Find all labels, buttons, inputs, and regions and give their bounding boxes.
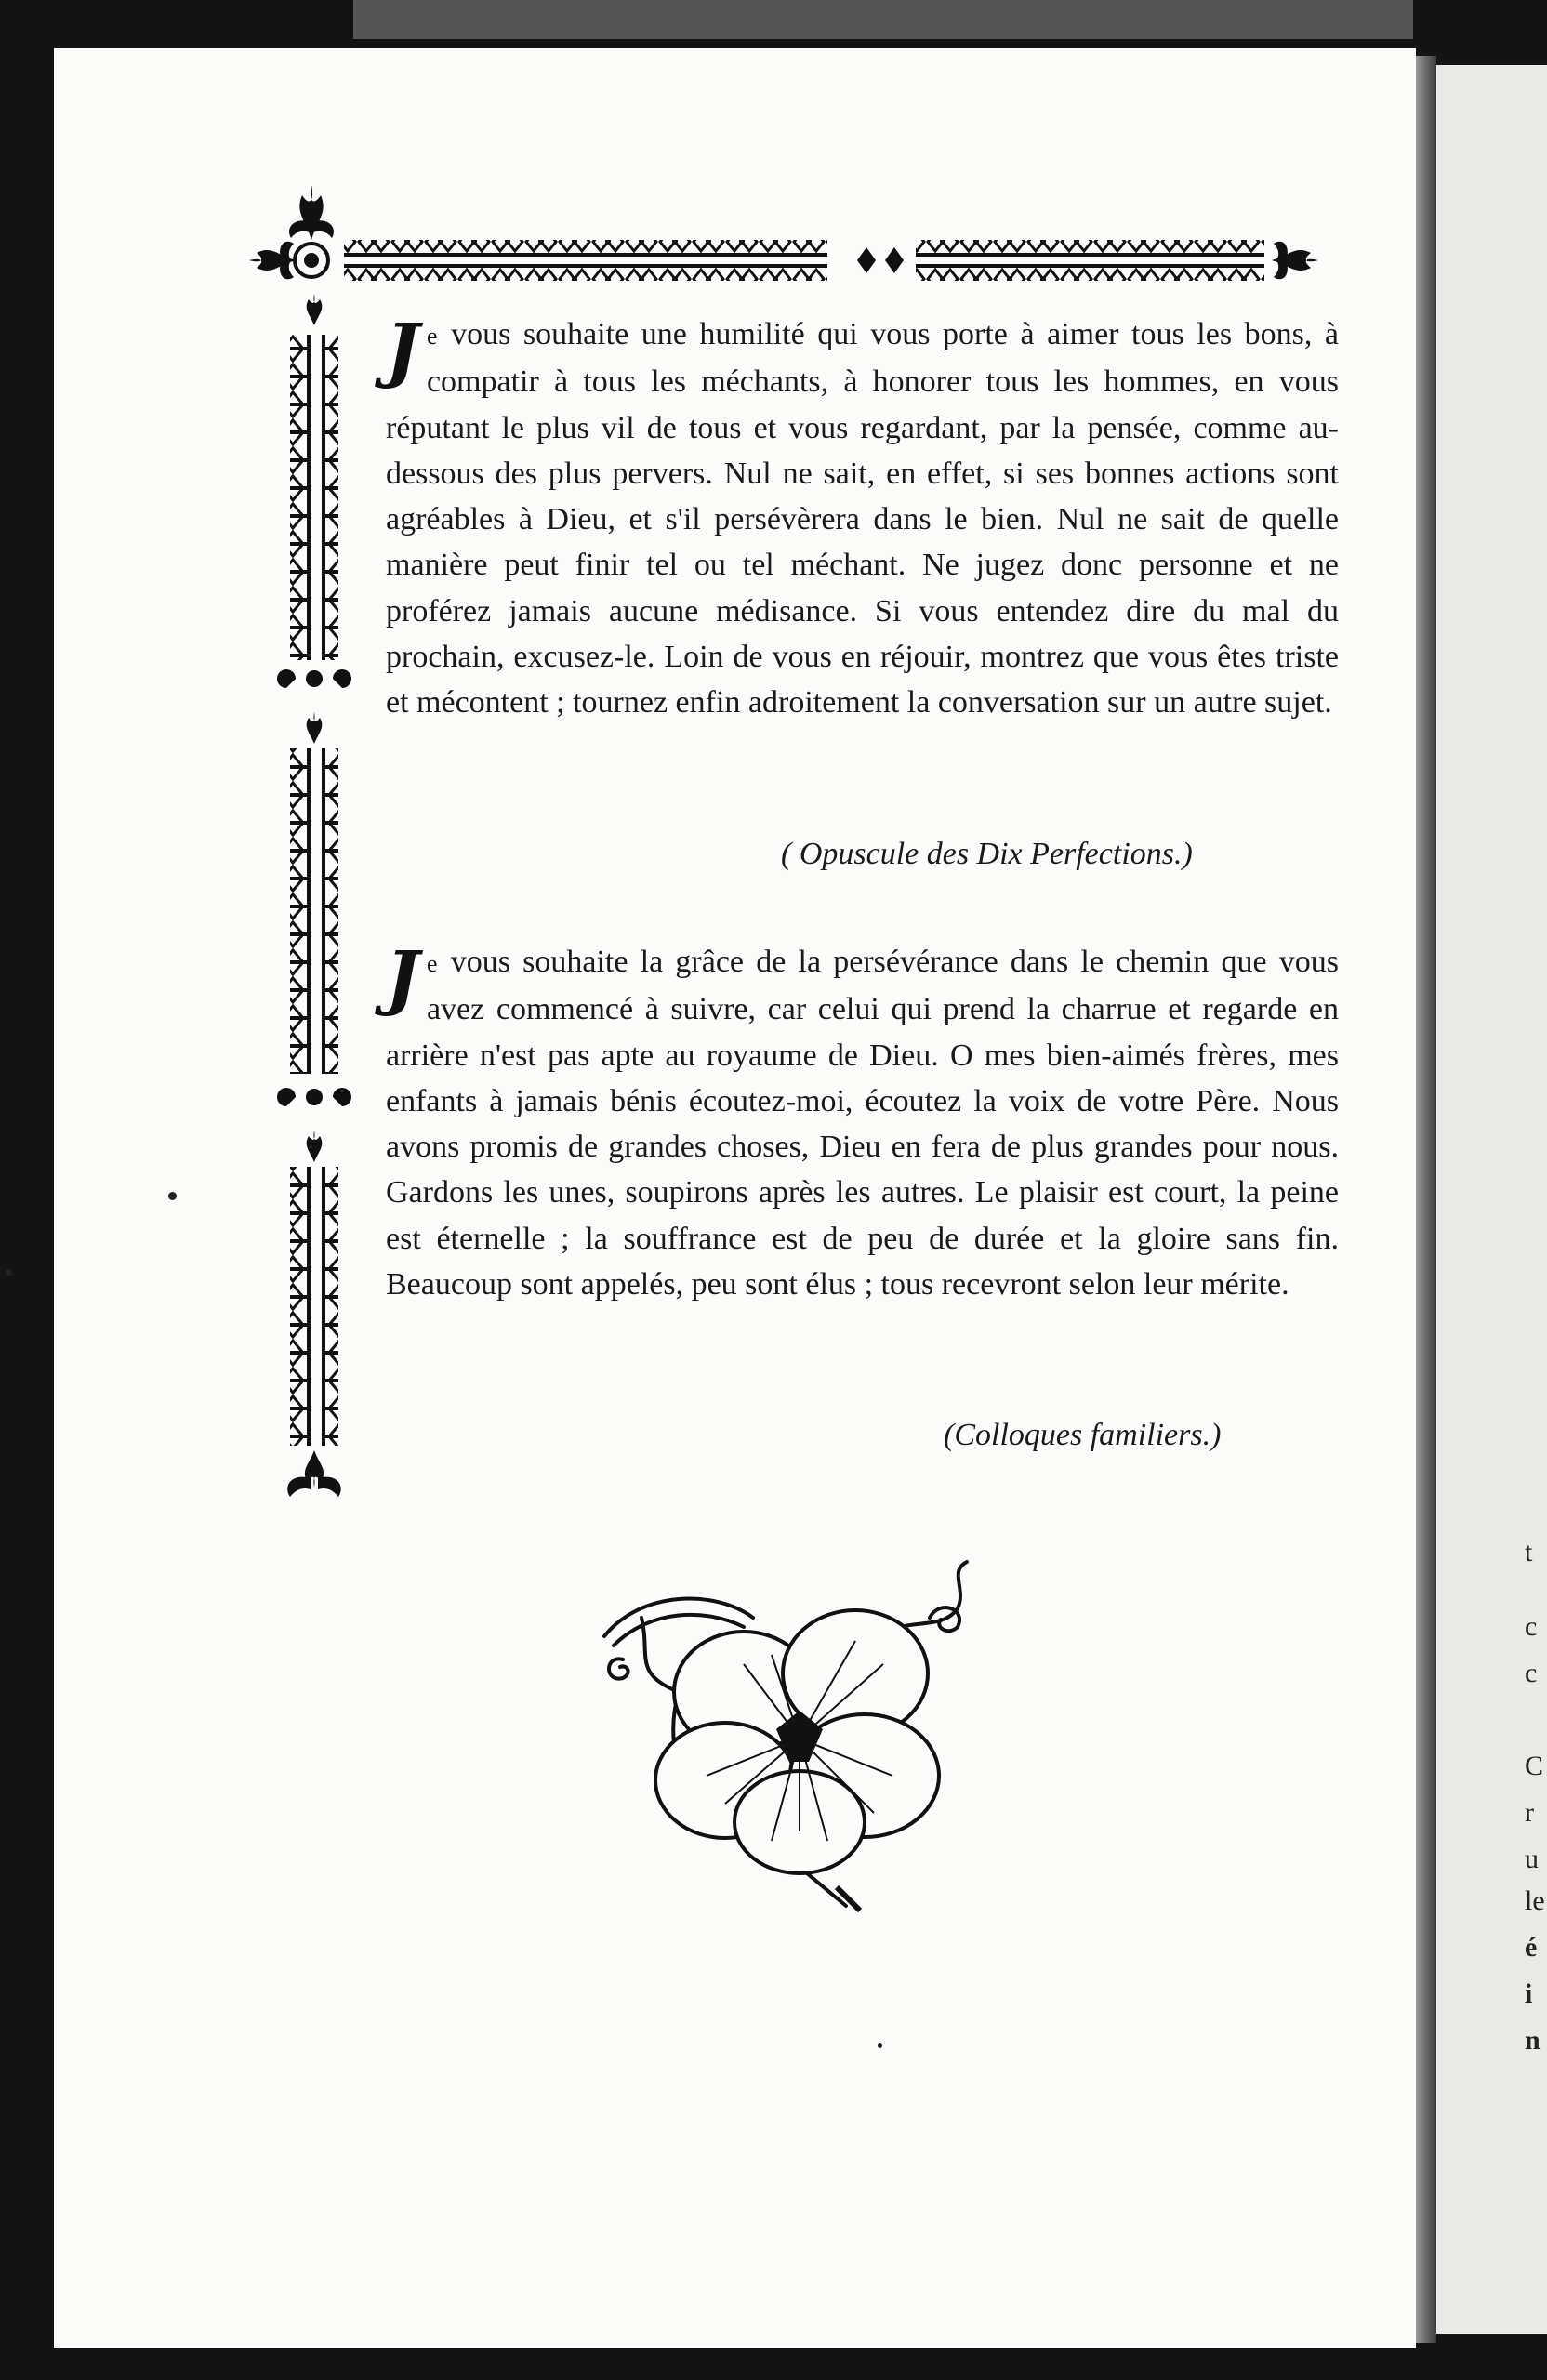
page-gutter-shadow — [1416, 56, 1436, 2343]
passage-1 — [386, 308, 1339, 726]
passage-2-text: vous souhaite la grâce de la persévérance dans le chemin que vous avez commencé à suivre, car celui qui prend la charrue et regarde en arrière n'est pas apte au royaume de Dieu. O mes bien-aimés frères, mes enfants à jamais bénis écoutez-moi, écoutez la voix de votre Père. Nous avons promis de grandes choses, Dieu en fera de plus grandes pour nous. Gardons les unes, soupirons après les autres. Le plaisir est court, la peine est éternelle ; la souffrance est de peu de durée et la gloire sans fin. Beaucoup sont appelés, peu sont élus ; tous recevront selon leur mérite. — [386, 945, 1339, 1302]
next-page-fragment: t — [1525, 1537, 1533, 1567]
next-page-fragment: c — [1525, 1658, 1538, 1688]
fleur-de-lis-side-border-icon — [270, 279, 372, 1515]
passage-1-text: vous souhaite une humilité qui vous porte à aimer tous les bons, à compatir à tous les méchants, à honorer tous les hommes, en vous réputant le plus vil de tous et vous regardant, par la pensée, comme au-dessous des plus pervers. Nul ne sait, en effet, si ses bonnes actions sont agréables à Dieu, et s'il persévèrera dans le bien. Nul ne sait de quelle manière peut finir tel ou tel méchant. Ne jugez donc personne et ne proférez jamais aucune médisance. Si vous entendez dire du mal du prochain, excusez-le. Loin de vous en réjouir, montrez que vous êtes triste et mécontent ; tournez enfin adroitement la conversation sur un autre sujet. — [386, 317, 1339, 721]
pansy-flower-ornament-icon — [586, 1553, 1013, 1915]
initial-small-caps: e — [426, 323, 439, 350]
drop-cap-initial: J — [386, 308, 419, 390]
scan-speck — [878, 2043, 882, 2048]
citation-1: ( Opuscule des Dix Perfections.) — [781, 837, 1193, 871]
scan-speck — [6, 1269, 12, 1276]
citation-2: (Colloques familiers.) — [944, 1418, 1222, 1452]
next-page-fragment: C — [1525, 1751, 1544, 1781]
next-page-fragment: u — [1525, 1844, 1539, 1874]
next-page-fragment: le — [1525, 1885, 1545, 1916]
next-page-fragment: c — [1525, 1611, 1538, 1642]
passage-2 — [386, 935, 1339, 1307]
drop-cap-initial: J — [386, 935, 419, 1018]
next-page-fragment: r — [1525, 1797, 1534, 1828]
next-page-fragment: é — [1525, 1932, 1538, 1963]
fleur-de-lis-top-border-icon — [223, 186, 1348, 288]
initial-small-caps: e — [426, 950, 439, 977]
scan-top-edge — [353, 0, 1413, 39]
scan-speck — [168, 1192, 177, 1200]
next-page-fragment: i — [1525, 1978, 1533, 2009]
next-page-fragment: n — [1525, 2025, 1540, 2056]
